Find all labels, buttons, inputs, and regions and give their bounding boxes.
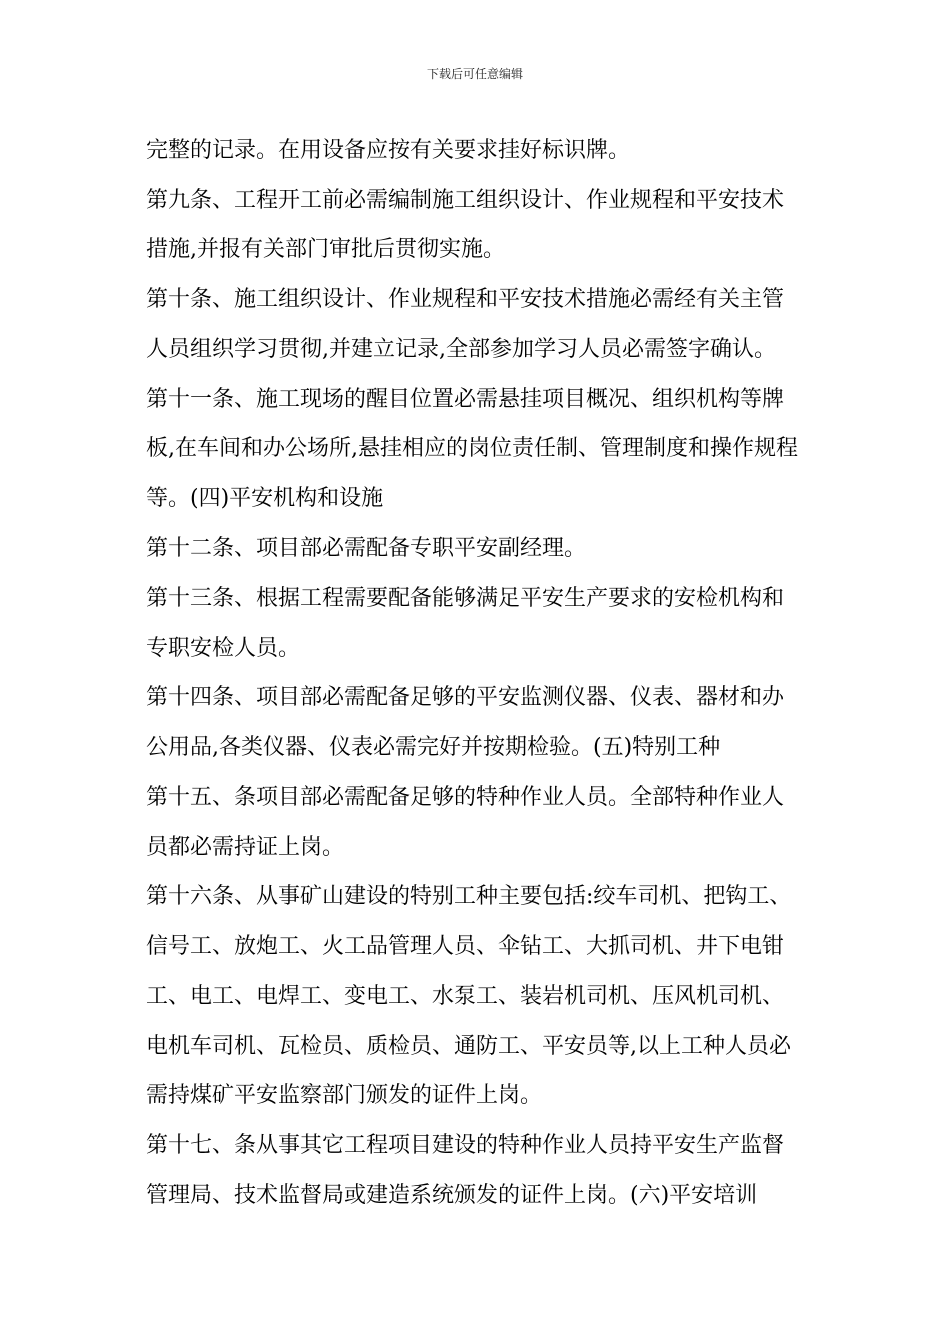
- body-line: 员都必需持证上岗。: [146, 835, 345, 860]
- body-line: 人员组织学习贯彻,并建立记录,全部参加学习人员必需签字确认。: [146, 337, 776, 362]
- body-line: 第十二条、项目部必需配备专职平安副经理。: [146, 536, 587, 561]
- body-line: 第十四条、项目部必需配备足够的平安监测仪器、仪表、器材和办: [146, 685, 785, 710]
- body-line: 板,在车间和办公场所,悬挂相应的岗位责任制、管理制度和操作规程: [146, 436, 798, 461]
- body-line: 第九条、工程开工前必需编制施工组织设计、作业规程和平安技术: [146, 188, 785, 213]
- body-line: 公用品,各类仪器、仪表必需完好并按期检验。(五)特别工种: [146, 735, 721, 760]
- body-line: 措施,并报有关部门审批后贯彻实施。: [146, 237, 505, 262]
- body-line: 等。(四)平安机构和设施: [146, 486, 384, 511]
- body-line: 管理局、技术监督局或建造系统颁发的证件上岗。(六)平安培训: [146, 1183, 758, 1208]
- page-header: 下载后可任意编辑: [426, 67, 523, 81]
- body-line: 第十一条、施工现场的醒目位置必需悬挂项目概况、组织机构等牌: [146, 387, 785, 412]
- body-line: 完整的记录。在用设备应按有关要求挂好标识牌。: [146, 138, 631, 163]
- body-line: 第十条、施工组织设计、作业规程和平安技术措施必需经有关主管: [146, 287, 785, 312]
- body-line: 工、电工、电焊工、变电工、水泵工、装岩机司机、压风机司机、: [146, 984, 785, 1009]
- body-line: 第十六条、从事矿山建设的特别工种主要包括:绞车司机、把钩工、: [146, 884, 792, 909]
- body-line: 需持煤矿平安监察部门颁发的证件上岗。: [146, 1083, 543, 1108]
- body-line: 专职安检人员。: [146, 636, 301, 661]
- body-line: 第十三条、根据工程需要配备能够满足平安生产要求的安检机构和: [146, 586, 785, 611]
- body-line: 第十五、条项目部必需配备足够的特种作业人员。全部特种作业人: [146, 785, 785, 810]
- body-line: 第十七、条从事其它工程项目建设的特种作业人员持平安生产监督: [146, 1133, 785, 1158]
- body-line: 电机车司机、瓦检员、质检员、通防工、平安员等,以上工种人员必: [146, 1034, 791, 1059]
- body-line: 信号工、放炮工、火工品管理人员、伞钻工、大抓司机、井下电钳: [146, 934, 785, 959]
